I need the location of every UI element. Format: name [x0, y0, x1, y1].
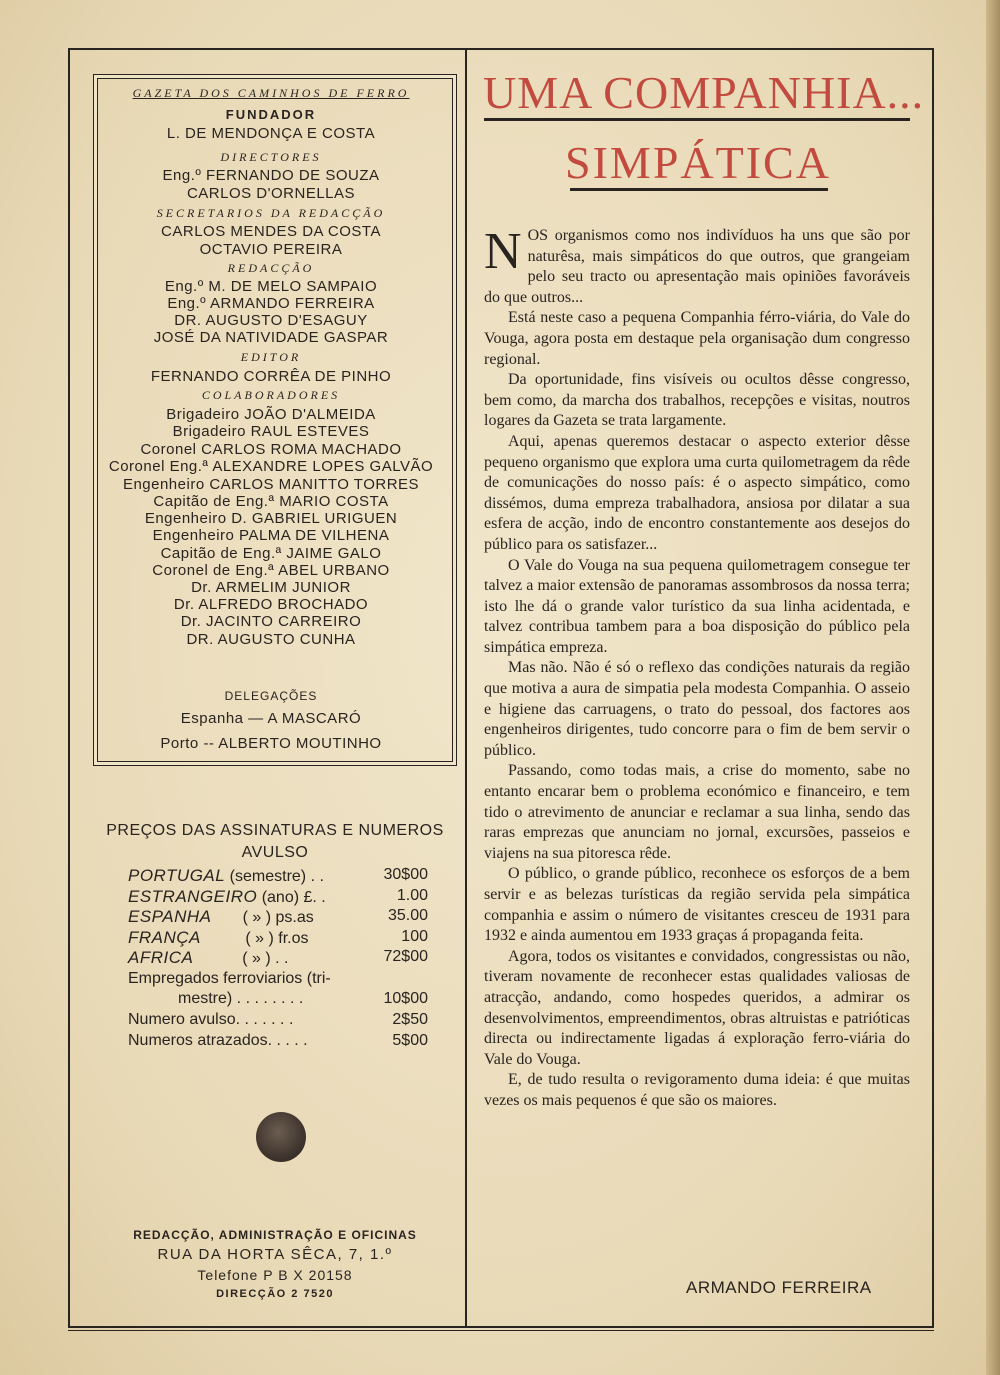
- price-row: [128, 907, 428, 927]
- collaborator-name: Brigadeiro RAUL ESTEVES: [172, 423, 370, 440]
- collaborator-name: Engenheiro PALMA DE VILHENA: [152, 527, 390, 544]
- price-value: 5$00: [392, 1032, 428, 1049]
- country-name: FRANÇA: [128, 928, 201, 947]
- director-name: Eng.º FERNANDO DE SOUZA: [162, 167, 380, 184]
- column-divider: [465, 48, 467, 1326]
- price-detail: Empregados ferroviarios (tri-: [128, 970, 331, 987]
- price-label: [128, 1011, 293, 1029]
- price-row: [128, 866, 428, 886]
- subscription-prices: [100, 820, 450, 864]
- price-label: [178, 990, 303, 1008]
- director-name: CARLOS D'ORNELLAS: [186, 185, 356, 202]
- price-value: 2$50: [392, 1011, 428, 1028]
- price-label: [128, 948, 288, 968]
- phone-line: Telefone P B X 20158: [197, 1267, 353, 1283]
- collaborators-label: COLABORADORES: [201, 388, 341, 402]
- country-name: ESTRANGEIRO: [128, 887, 258, 906]
- delegation-entry: Porto -- ALBERTO MOUTINHO: [160, 735, 382, 752]
- article-paragraph: Está neste caso a pequena Companhia férro-viária, do Vale do Vouga, agora posta em destaque pela organisação dum congresso regional.: [484, 309, 910, 368]
- price-detail: ( » ) . .: [193, 950, 289, 967]
- price-value: 35.00: [387, 907, 428, 924]
- price-label: [128, 866, 324, 886]
- price-label: [128, 1032, 308, 1050]
- editorial-label: REDACÇÃO: [227, 261, 315, 275]
- gazette-name: GAZETA DOS CAMINHOS DE FERRO: [132, 86, 410, 100]
- secretary-name: OCTAVIO PEREIRA: [199, 241, 343, 258]
- collaborator-name: Coronel CARLOS ROMA MACHADO: [140, 441, 402, 458]
- price-row: [178, 990, 428, 1010]
- directors-label: DIRECTORES: [220, 150, 322, 164]
- secretary-name: CARLOS MENDES DA COSTA: [161, 223, 381, 240]
- price-detail: mestre) . . . . . . . .: [178, 990, 304, 1007]
- price-detail: (semestre) . .: [225, 868, 324, 885]
- collaborator-name: Engenheiro D. GABRIEL URIGUEN: [144, 510, 398, 527]
- collaborator-name: DR. AUGUSTO CUNHA: [186, 631, 356, 648]
- collaborator-name: Dr. ARMELIM JUNIOR: [191, 579, 351, 596]
- editorial-name: JOSÉ DA NATIVIDADE GASPAR: [153, 329, 389, 346]
- article-paragraph: Mas não. Não é só o reflexo das condições naturais da região que motiva a aura de simpatia pela modesta Companhia. O asseio e higiene das carruagens, o trato do pessoal, dos factores aos engenheiros dirigentes, tudo concorre para o fim de bem servir o público.: [484, 659, 910, 759]
- collaborator-name: Capitão de Eng.ª MARIO COSTA: [153, 493, 389, 510]
- country-name: AFRICA: [128, 948, 194, 967]
- price-label: [128, 887, 326, 907]
- secretaries-label: SECRETARIOS DA REDACÇÃO: [156, 206, 386, 220]
- price-detail: Numero avulso. . . . . . .: [128, 1011, 294, 1028]
- price-value: 1.00: [396, 887, 428, 904]
- article-paragraph: E, de tudo resulta o revigoramento duma ideia: é que muitas vezes os mais pequenos é que são os maiores.: [484, 1071, 910, 1109]
- headline-rule: [484, 118, 910, 121]
- article-paragraph: Passando, como todas mais, a crise do momento, sabe no entanto encarar bem o problema económico e financeiro, e tem tido o atrevimento de anunciar e reclamar a sua linha, sendo das raras emprezas que anunciam no jornal, excursões, passeios e viajens na sua pitoresca rêde.: [484, 762, 910, 862]
- price-value: 30$00: [383, 866, 428, 883]
- editor-name: FERNANDO CORRÊA DE PINHO: [150, 368, 392, 385]
- delegation-entry: Espanha — A MASCARÓ: [180, 710, 362, 727]
- collaborator-name: Dr. JACINTO CARREIRO: [180, 613, 362, 630]
- drop-cap: N: [484, 223, 522, 280]
- price-detail: (ano) £. .: [257, 889, 326, 906]
- price-value: 100: [401, 928, 428, 945]
- prices-title: PREÇOS DAS ASSINATURAS E NUMEROS: [106, 822, 444, 839]
- price-row: [128, 887, 428, 907]
- price-detail: ( » ) ps.as: [211, 909, 314, 926]
- price-detail: Numeros atrazados. . . . .: [128, 1032, 308, 1049]
- editorial-name: DR. AUGUSTO D'ESAGUY: [174, 312, 368, 329]
- country-name: PORTUGAL: [128, 866, 226, 885]
- delegations-label: DELEGAÇÕES: [224, 689, 318, 703]
- article-paragraph: NOS organismos como nos indivíduos ha uns que são por naturêsa, mais simpáticos do que outros, que grangeiam pelo seu tracto ou apresentação mais opiniões favoráveis do que outros...: [484, 223, 910, 306]
- price-label: [128, 907, 314, 927]
- price-label: [128, 970, 331, 988]
- article-body: [484, 223, 910, 1112]
- price-value: 10$00: [383, 990, 428, 1007]
- address-line: RUA DA HORTA SÊCA, 7, 1.º: [157, 1246, 393, 1263]
- page-edge: [986, 0, 1000, 1375]
- direction-line: DIRECÇÃO 2 7520: [216, 1288, 334, 1300]
- collaborator-name: Brigadeiro JOÃO D'ALMEIDA: [166, 406, 376, 423]
- price-row: [128, 970, 428, 990]
- seal-emblem: [256, 1112, 306, 1162]
- country-name: ESPANHA: [128, 907, 212, 926]
- article-paragraph: Agora, todos os visitantes e convidados, congressistas ou não, tiveram novamente de reconhecer estas qualidades valiosas de atracção, andando, como hospedes queridos, a admirar os desenvolvimentos, empreendimentos, obras altruistas e patrióticas directa ou indirectamente ligadas á exploração ferro-viária do Vale do Vouga.: [484, 947, 910, 1068]
- collaborator-name: Coronel de Eng.ª ABEL URBANO: [152, 562, 390, 579]
- bottom-rule: [68, 1330, 934, 1331]
- collaborator-name: Engenheiro CARLOS MANITTO TORRES: [122, 476, 420, 493]
- article-paragraph: O público, o grande público, reconhece os esforços de a bem servir e as belezas turísticas da região servida pela simpática companhia e assim o número de visitantes cresceu de 1931 para 1932 e ainda aumentou em 1933 graças á propaganda feita.: [484, 865, 910, 945]
- price-row: [128, 1032, 428, 1052]
- price-row: [128, 948, 428, 968]
- collaborator-name: Coronel Eng.ª ALEXANDRE LOPES GALVÃO: [108, 458, 434, 475]
- collaborator-name: Dr. ALFREDO BROCHADO: [173, 596, 369, 613]
- editorial-name: Eng.º M. DE MELO SAMPAIO: [164, 278, 378, 295]
- address-line: REDACÇÃO, ADMINISTRAÇÃO E OFICINAS: [133, 1228, 417, 1242]
- article-paragraph: Aqui, apenas queremos destacar o aspecto exterior dêsse pequeno organismo que explora uma curta quilometragem da rêde de comunicações do nosso país: é o aspecto simpático, como dissémos, duma empreza trabalhadora, ansiosa por dilatar a sua esfera de acção, indo de encontro constantemente aos desejos do público para os satisfazer...: [484, 432, 910, 553]
- founder-label: FUNDADOR: [225, 107, 317, 122]
- founder-name: L. DE MENDONÇA E COSTA: [166, 125, 376, 142]
- price-row: [128, 1011, 428, 1031]
- price-label: [128, 928, 308, 948]
- collaborator-name: Capitão de Eng.ª JAIME GALO: [160, 545, 382, 562]
- article-paragraph: O Vale do Vouga na sua pequena quilometragem consegue ter talvez a maior extensão de panoramas assombrosos da nossa terra; isto lhe dá o grande valor turístico da sua linha acidentada, e talvez contribua tambem para a boa disposição do público pela simpática empreza.: [484, 556, 910, 656]
- prices-title-2: AVULSO: [241, 844, 309, 861]
- headline-line-2: SIMPÁTICA: [565, 137, 831, 188]
- editorial-name: Eng.º ARMANDO FERREIRA: [167, 295, 375, 312]
- author-signature: ARMANDO FERREIRA: [686, 1278, 872, 1297]
- editor-label: EDITOR: [240, 350, 302, 364]
- headline-line-1: UMA COMPANHIA...: [483, 67, 925, 118]
- headline-rule: [570, 188, 828, 191]
- price-value: 72$00: [383, 948, 428, 965]
- price-detail: ( » ) fr.os: [200, 930, 309, 947]
- price-row: [128, 928, 428, 948]
- article-paragraph: Da oportunidade, fins visíveis ou ocultos dêsse congresso, bem como, da marcha dos trabalhos, recepções e visitas, noutros logares da Gazeta se trata largamente.: [484, 371, 910, 430]
